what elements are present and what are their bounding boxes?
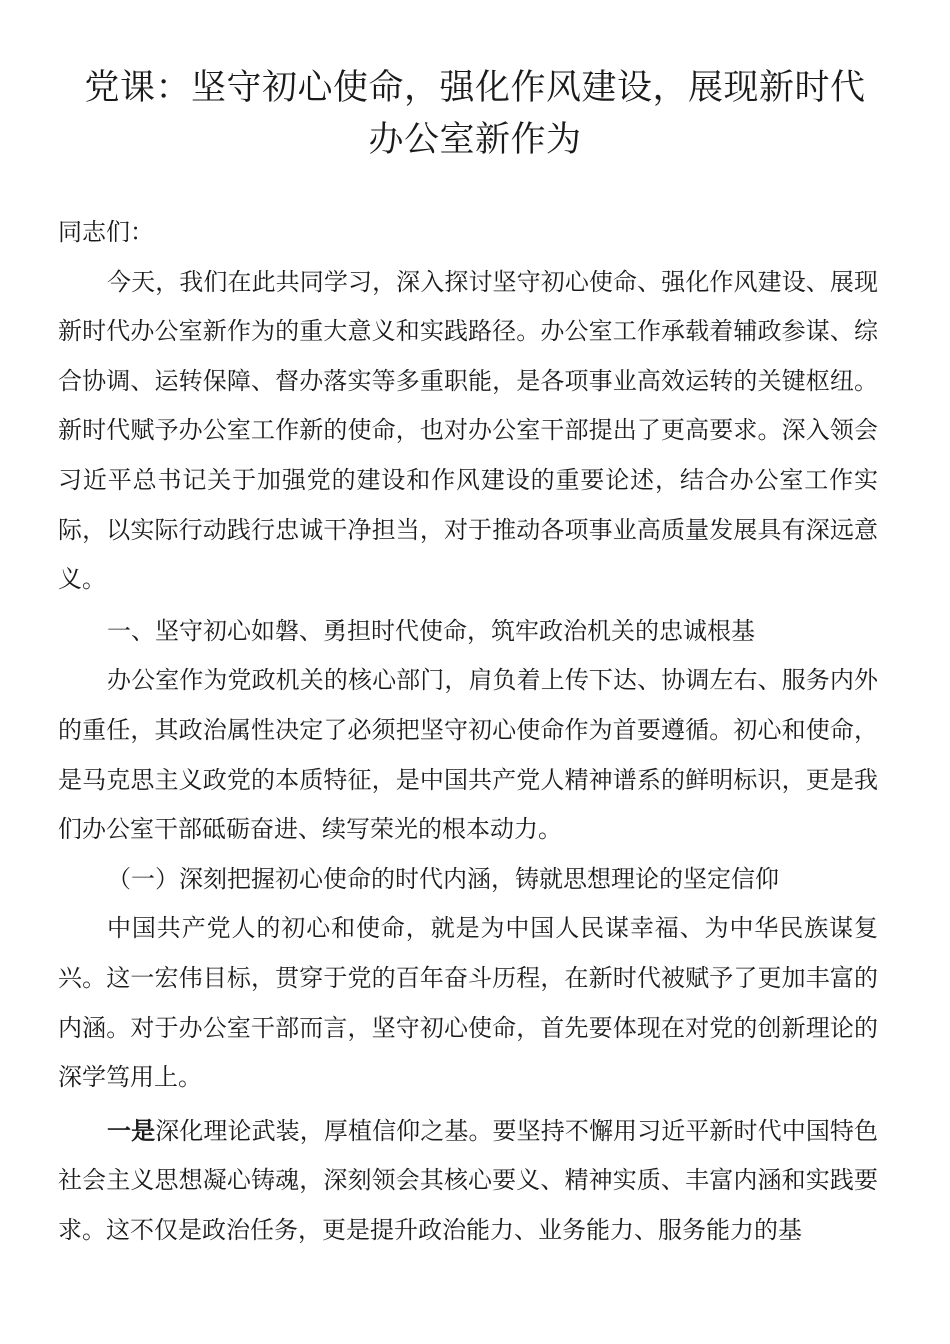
document-body: [58, 208, 878, 1255]
point-lead: 一是: [107, 1116, 156, 1145]
paragraph-section-1: 办公室作为党政机关的核心部门，肩负着上传下达、协调左右、服务内外的重任，其政治属性决定了必须把坚守初心使命作为首要遵循。初心和使命，是马克思主义政党的本质特征，是中国共产党人精神谱系的鲜明标识，更是我们办公室干部砥砺奋进、续写荣光的根本动力。: [58, 666, 878, 844]
paragraph-subsection-1: 中国共产党人的初心和使命，就是为中国人民谋幸福、为中华民族谋复兴。这一宏伟目标，贯穿于党的百年奋斗历程，在新时代被赋予了更加丰富的内涵。对于办公室干部而言，坚守初心使命，首先要体现在对党的创新理论的深学笃用上。: [58, 914, 878, 1092]
paragraph-point-1: [58, 1107, 878, 1256]
paragraph-intro: 今天，我们在此共同学习，深入探讨坚守初心使命、强化作风建设、展现新时代办公室新作为的重大意义和实践路径。办公室工作承载着辅政参谋、综合协调、运转保障、督办落实等多重职能，是各项事业高效运转的关键枢纽。新时代赋予办公室工作新的使命，也对办公室干部提出了更高要求。深入领会习近平总书记关于加强党的建设和作风建设的重要论述，结合办公室工作实际，以实际行动践行忠诚干净担当，对于推动各项事业高质量发展具有深远意义。: [58, 267, 878, 594]
subsection-heading-1: （一）深刻把握初心使命的时代内涵，铸就思想理论的坚定信仰: [107, 864, 779, 893]
point-text: 深化理论武装，厚植信仰之基。要坚持不懈用习近平新时代中国特色社会主义思想凝心铸魂，深刻领会其核心要义、精神实质、丰富内涵和实践要求。这不仅是政治任务，更是提升政治能力、业务能力、服务能力的基: [58, 1116, 879, 1244]
document-title: 党课：坚守初心使命，强化作风建设，展现新时代办公室新作为: [84, 68, 866, 160]
section-heading-1: 一、坚守初心如磐、勇担时代使命，筑牢政治机关的忠诚根基: [107, 616, 755, 645]
greeting: 同志们：: [58, 218, 154, 246]
